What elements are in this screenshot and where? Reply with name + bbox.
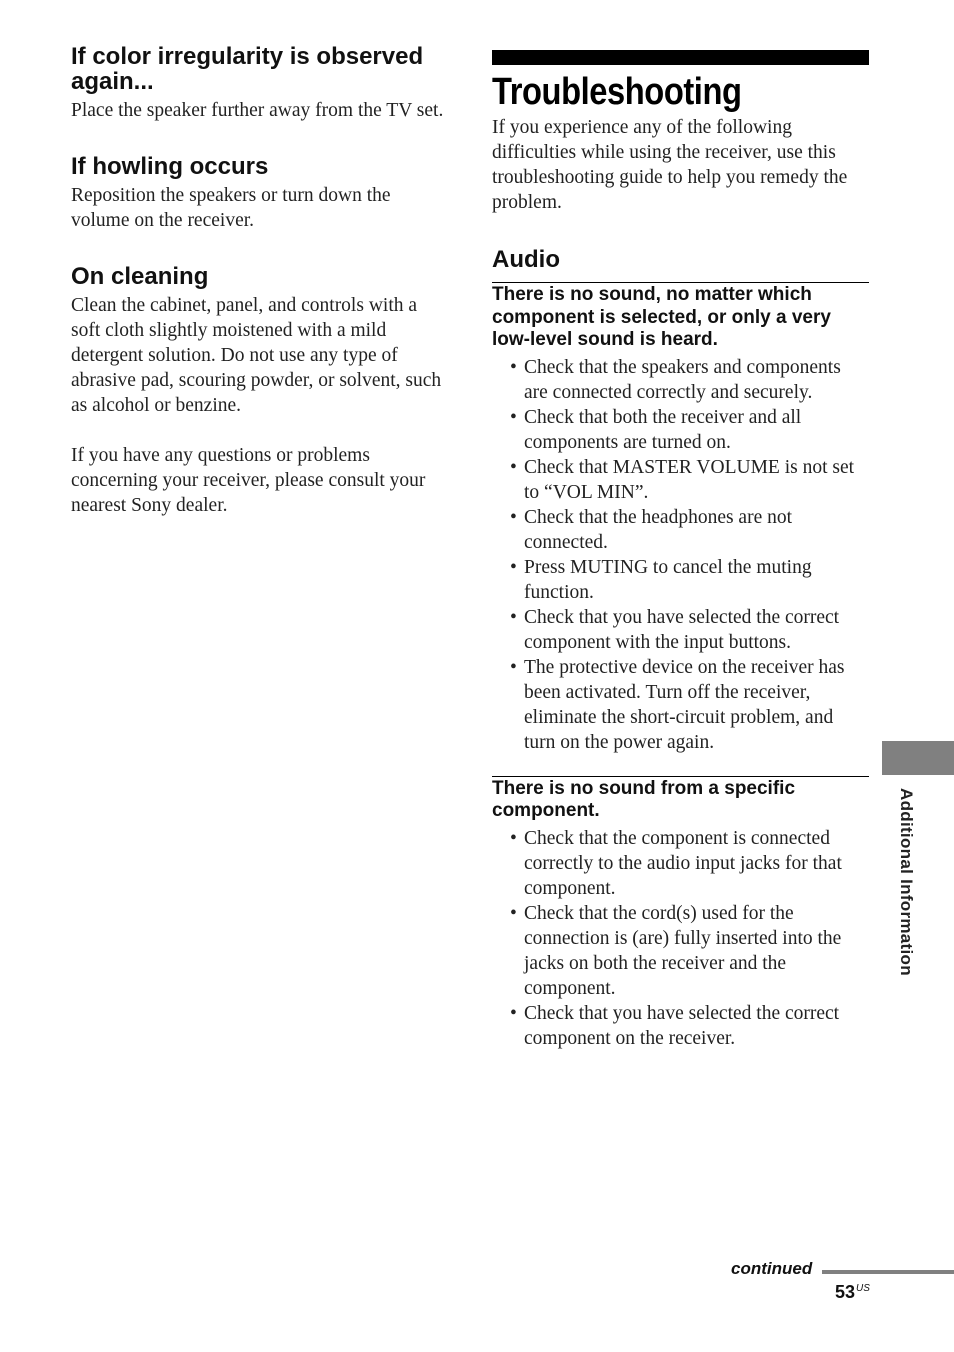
list-item: • Check that you have selected the correct component on the receiver. <box>510 1002 840 1049</box>
bullet-icon: • <box>510 1002 517 1024</box>
section-heading-audio: Audio <box>492 246 560 273</box>
heading-color-irregularity: If color irregularity is observed again... <box>71 43 424 95</box>
intro-paragraph: If you experience any of the following difficulties while using the receiver, use this troubleshooting guide to help you remedy the problem. <box>492 117 848 213</box>
heading-cleaning: On cleaning <box>71 263 209 290</box>
bullet-icon: • <box>510 827 517 849</box>
title-rule <box>492 50 869 65</box>
list-item: • Check that you have selected the correct component with the input buttons. <box>510 606 840 653</box>
paragraph-howling: Reposition the speakers or turn down the volume on the receiver. <box>71 185 391 231</box>
bullet-icon: • <box>510 902 517 924</box>
check-list-specific-component <box>492 826 869 1051</box>
list-item: • The protective device on the receiver has been activated. Turn off the receiver, eliminate the short-circuit problem, and turn on the power again. <box>510 656 845 753</box>
continued-bar <box>822 1270 954 1274</box>
page-title: Troubleshooting <box>492 71 742 113</box>
problem-heading-no-sound: There is no sound, no matter which component is selected, or only a very low-level sound is heard. <box>492 284 831 350</box>
paragraph-cleaning: Clean the cabinet, panel, and controls with a soft cloth slightly moistened with a mild detergent solution. Do not use any type of abrasive pad, scouring powder, or solvent, such as alcohol or benzine. <box>71 295 442 416</box>
bullet-icon: • <box>510 656 517 678</box>
bullet-icon: • <box>510 456 517 478</box>
bullet-icon: • <box>510 356 517 378</box>
list-item: • Check that the component is connected correctly to the audio input jacks for that component. <box>510 827 842 899</box>
side-tab-label: Additional Information <box>897 788 916 976</box>
heading-howling: If howling occurs <box>71 153 269 180</box>
check-list-no-sound <box>492 355 869 755</box>
page-number: $53^{US}$ <box>835 1282 870 1302</box>
problem-heading-specific-component: There is no sound from a specific component. <box>492 777 796 821</box>
list-item: • Check that the speakers and components are connected correctly and securely. <box>510 356 841 403</box>
right-column <box>492 50 869 1051</box>
page-region-suffix: US <box>856 1283 870 1294</box>
paragraph-color-irregularity: Place the speaker further away from the TV set. <box>71 100 444 121</box>
section-tab-marker <box>882 741 954 775</box>
bullet-icon: • <box>510 556 517 578</box>
left-column <box>71 44 451 518</box>
list-item: • Check that MASTER VOLUME is not set to “VOL MIN”. <box>510 456 855 503</box>
list-item: • Check that the headphones are not connected. <box>510 506 793 553</box>
bullet-icon: • <box>510 406 517 428</box>
bullet-icon: • <box>510 506 517 528</box>
bullet-icon: • <box>510 606 517 628</box>
continued-label: continued <box>731 1259 813 1278</box>
paragraph-dealer: If you have any questions or problems concerning your receiver, please consult your nearest Sony dealer. <box>71 445 426 516</box>
list-item: • Press MUTING to cancel the muting function. <box>510 556 812 603</box>
list-item: • Check that both the receiver and all components are turned on. <box>510 406 802 453</box>
list-item: • Check that the cord(s) used for the connection is (are) fully inserted into the jacks on both the receiver and the component. <box>510 902 842 999</box>
